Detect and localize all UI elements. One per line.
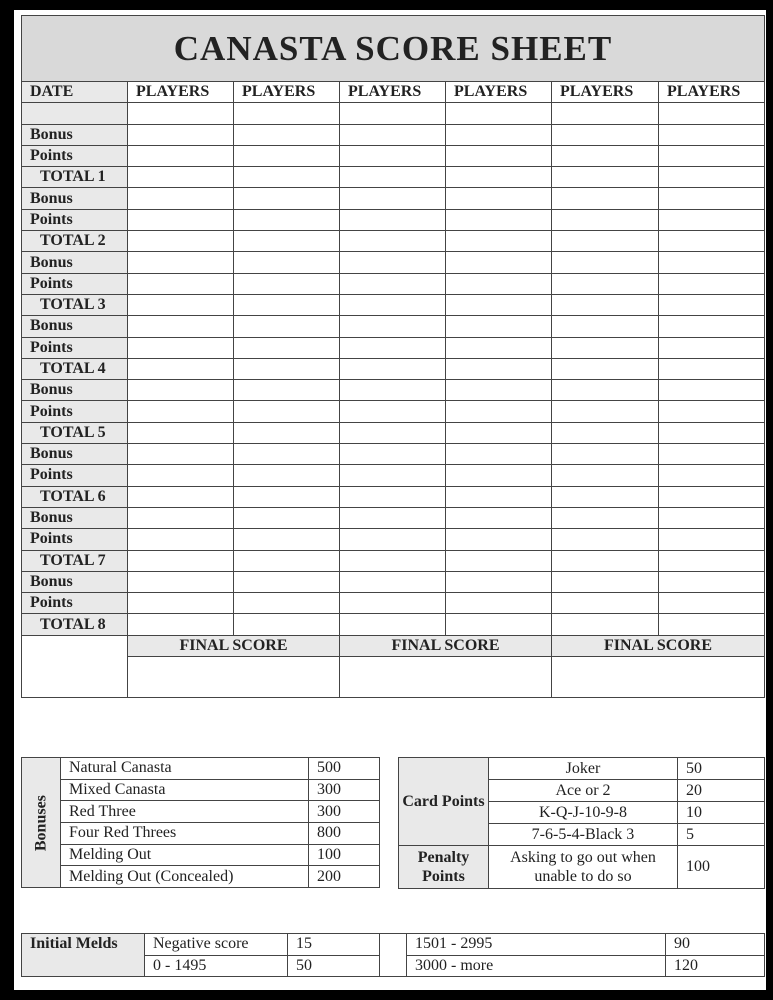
score-cell[interactable] <box>340 124 446 145</box>
score-cell[interactable] <box>234 529 340 550</box>
round-1-points-row <box>22 145 765 166</box>
bonus-value: 200 <box>309 866 380 888</box>
score-cell[interactable] <box>234 444 340 465</box>
total-label: TOTAL 5 <box>22 422 128 443</box>
round-4-bonus-row <box>22 316 765 337</box>
round-5-points-row <box>22 401 765 422</box>
score-cell[interactable] <box>128 316 234 337</box>
penalty-name: Asking to go out when unable to do so <box>489 846 678 889</box>
score-cell[interactable] <box>128 188 234 209</box>
score-cell[interactable] <box>128 401 234 422</box>
score-cell[interactable] <box>552 337 659 358</box>
meld-value: 15 <box>288 934 380 956</box>
score-cell[interactable] <box>340 294 446 315</box>
bonus-name: Red Three <box>61 801 309 823</box>
score-cell[interactable] <box>234 465 340 486</box>
players-header: PLAYERS <box>234 82 340 103</box>
bonus-name: Natural Canasta <box>61 758 309 780</box>
meld-value: 120 <box>666 955 765 977</box>
score-cell[interactable] <box>234 614 340 635</box>
score-cell[interactable] <box>446 550 552 571</box>
score-cell[interactable] <box>234 358 340 379</box>
round-7-bonus-row <box>22 507 765 528</box>
round-8-bonus-row <box>22 571 765 592</box>
score-cell[interactable] <box>446 231 552 252</box>
card-points-table <box>398 757 765 889</box>
card-name: K-Q-J-10-9-8 <box>489 802 678 824</box>
bonus-value: 800 <box>309 823 380 845</box>
bonus-value: 100 <box>309 844 380 866</box>
score-cell[interactable] <box>340 401 446 422</box>
score-cell[interactable] <box>659 486 765 507</box>
round-6-bonus-row <box>22 444 765 465</box>
score-cell[interactable] <box>340 167 446 188</box>
card-value: 10 <box>678 802 765 824</box>
bonuses-label: Bonuses <box>22 758 61 888</box>
score-cell[interactable] <box>552 614 659 635</box>
score-cell[interactable] <box>128 571 234 592</box>
round-3-bonus-row <box>22 252 765 273</box>
score-cell[interactable] <box>552 252 659 273</box>
score-cell[interactable] <box>234 124 340 145</box>
bonus-row <box>22 844 380 866</box>
score-cell[interactable] <box>446 593 552 614</box>
meld-spacer <box>380 934 407 977</box>
total-label: TOTAL 8 <box>22 614 128 635</box>
score-cell[interactable] <box>128 593 234 614</box>
score-cell[interactable] <box>552 571 659 592</box>
bonus-row <box>22 779 380 801</box>
round-1-total-row <box>22 167 765 188</box>
score-cell[interactable] <box>340 188 446 209</box>
score-cell[interactable] <box>659 444 765 465</box>
score-cell[interactable] <box>340 209 446 230</box>
score-cell[interactable] <box>659 231 765 252</box>
player-name-cell[interactable] <box>340 103 446 124</box>
bonus-label: Bonus <box>22 571 128 592</box>
score-cell[interactable] <box>659 550 765 571</box>
final-score-row <box>22 657 765 698</box>
score-cell[interactable] <box>128 273 234 294</box>
score-cell[interactable] <box>128 444 234 465</box>
score-cell[interactable] <box>446 316 552 337</box>
score-cell[interactable] <box>446 273 552 294</box>
bonuses-table <box>21 757 380 888</box>
round-7-points-row <box>22 529 765 550</box>
players-header: PLAYERS <box>340 82 446 103</box>
final-score-label: FINAL SCORE <box>340 635 552 656</box>
score-cell[interactable] <box>659 593 765 614</box>
card-value: 20 <box>678 780 765 802</box>
title-row <box>22 16 765 82</box>
card-name: 7-6-5-4-Black 3 <box>489 824 678 846</box>
score-cell[interactable] <box>128 550 234 571</box>
card-value: 50 <box>678 758 765 780</box>
score-cell[interactable] <box>234 167 340 188</box>
score-cell[interactable] <box>234 507 340 528</box>
header-row <box>22 82 765 103</box>
score-table <box>21 15 765 698</box>
bonus-row <box>22 823 380 845</box>
score-cell[interactable] <box>128 337 234 358</box>
score-cell[interactable] <box>234 401 340 422</box>
round-1-bonus-row <box>22 124 765 145</box>
score-cell[interactable] <box>659 380 765 401</box>
score-cell[interactable] <box>552 209 659 230</box>
score-cell[interactable] <box>234 188 340 209</box>
score-cell[interactable] <box>552 380 659 401</box>
card-value: 5 <box>678 824 765 846</box>
penalty-row <box>399 846 765 889</box>
date-header: DATE <box>22 82 128 103</box>
score-cell[interactable] <box>446 614 552 635</box>
score-cell[interactable] <box>552 358 659 379</box>
score-cell[interactable] <box>659 294 765 315</box>
score-cell[interactable] <box>340 273 446 294</box>
score-cell[interactable] <box>446 209 552 230</box>
bonus-label: Bonus <box>22 124 128 145</box>
score-cell[interactable] <box>340 507 446 528</box>
player-name-cell[interactable] <box>446 103 552 124</box>
score-cell[interactable] <box>552 444 659 465</box>
score-cell[interactable] <box>128 231 234 252</box>
bonus-label: Bonus <box>22 188 128 209</box>
score-cell[interactable] <box>234 337 340 358</box>
players-header: PLAYERS <box>659 82 765 103</box>
player-name-cell[interactable] <box>128 103 234 124</box>
final-score-label: FINAL SCORE <box>128 635 340 656</box>
meld-range: 3000 - more <box>407 955 666 977</box>
date-row <box>22 103 765 124</box>
points-label: Points <box>22 337 128 358</box>
score-cell[interactable] <box>340 358 446 379</box>
score-cell[interactable] <box>552 422 659 443</box>
score-cell[interactable] <box>659 316 765 337</box>
bonus-name: Melding Out (Concealed) <box>61 866 309 888</box>
final-score-header-row <box>22 635 765 656</box>
score-cell[interactable] <box>446 486 552 507</box>
score-cell[interactable] <box>659 145 765 166</box>
score-cell[interactable] <box>234 231 340 252</box>
points-label: Points <box>22 145 128 166</box>
total-label: TOTAL 4 <box>22 358 128 379</box>
score-cell[interactable] <box>446 167 552 188</box>
bonus-label: Bonus <box>22 507 128 528</box>
score-cell[interactable] <box>128 465 234 486</box>
score-cell[interactable] <box>340 316 446 337</box>
card-name: Ace or 2 <box>489 780 678 802</box>
points-label: Points <box>22 401 128 422</box>
bonus-row <box>22 758 380 780</box>
score-cell[interactable] <box>234 273 340 294</box>
score-cell[interactable] <box>446 529 552 550</box>
round-8-points-row <box>22 593 765 614</box>
player-name-cell[interactable] <box>234 103 340 124</box>
score-cell[interactable] <box>340 444 446 465</box>
score-cell[interactable] <box>552 231 659 252</box>
score-cell[interactable] <box>234 486 340 507</box>
date-cell[interactable] <box>22 103 128 124</box>
score-cell[interactable] <box>234 209 340 230</box>
score-cell[interactable] <box>659 337 765 358</box>
score-cell[interactable] <box>446 145 552 166</box>
round-3-total-row <box>22 294 765 315</box>
score-cell[interactable] <box>659 422 765 443</box>
round-6-points-row <box>22 465 765 486</box>
round-3-points-row <box>22 273 765 294</box>
round-4-points-row <box>22 337 765 358</box>
bonus-name: Melding Out <box>61 844 309 866</box>
score-cell[interactable] <box>659 124 765 145</box>
score-cell[interactable] <box>128 507 234 528</box>
final-score-cell[interactable] <box>128 657 340 698</box>
score-cell[interactable] <box>234 422 340 443</box>
score-cell[interactable] <box>446 252 552 273</box>
score-cell[interactable] <box>340 252 446 273</box>
final-score-cell[interactable] <box>340 657 552 698</box>
score-cell[interactable] <box>552 167 659 188</box>
score-cell[interactable] <box>446 507 552 528</box>
round-2-points-row <box>22 209 765 230</box>
score-cell[interactable] <box>446 444 552 465</box>
score-cell[interactable] <box>446 337 552 358</box>
score-cell[interactable] <box>552 486 659 507</box>
score-cell[interactable] <box>234 380 340 401</box>
total-label: TOTAL 3 <box>22 294 128 315</box>
score-cell[interactable] <box>446 294 552 315</box>
score-cell[interactable] <box>340 145 446 166</box>
bonus-name: Mixed Canasta <box>61 779 309 801</box>
score-cell[interactable] <box>128 124 234 145</box>
score-cell[interactable] <box>552 188 659 209</box>
score-cell[interactable] <box>552 273 659 294</box>
meld-value: 50 <box>288 955 380 977</box>
final-score-cell[interactable] <box>552 657 765 698</box>
score-cell[interactable] <box>128 486 234 507</box>
total-label: TOTAL 1 <box>22 167 128 188</box>
score-cell[interactable] <box>340 550 446 571</box>
initial-melds-label: Initial Melds <box>22 934 145 977</box>
bonus-value: 300 <box>309 801 380 823</box>
score-cell[interactable] <box>446 358 552 379</box>
score-cell[interactable] <box>340 529 446 550</box>
score-cell[interactable] <box>659 571 765 592</box>
score-cell[interactable] <box>340 593 446 614</box>
score-cell[interactable] <box>128 529 234 550</box>
score-cell[interactable] <box>552 593 659 614</box>
score-cell[interactable] <box>128 209 234 230</box>
bonus-label: Bonus <box>22 316 128 337</box>
bonus-value: 500 <box>309 758 380 780</box>
final-score-label: FINAL SCORE <box>552 635 765 656</box>
score-cell[interactable] <box>340 231 446 252</box>
score-cell[interactable] <box>340 571 446 592</box>
score-cell[interactable] <box>234 294 340 315</box>
total-label: TOTAL 7 <box>22 550 128 571</box>
meld-range: Negative score <box>145 934 288 956</box>
score-cell[interactable] <box>234 145 340 166</box>
score-cell[interactable] <box>446 188 552 209</box>
bonus-label: Bonus <box>22 380 128 401</box>
score-cell[interactable] <box>552 401 659 422</box>
points-label: Points <box>22 465 128 486</box>
players-header: PLAYERS <box>128 82 234 103</box>
score-cell[interactable] <box>128 294 234 315</box>
score-cell[interactable] <box>659 273 765 294</box>
score-cell[interactable] <box>659 209 765 230</box>
score-cell[interactable] <box>128 252 234 273</box>
points-label: Points <box>22 593 128 614</box>
bonus-name: Four Red Threes <box>61 823 309 845</box>
round-5-total-row <box>22 422 765 443</box>
player-name-cell[interactable] <box>659 103 765 124</box>
score-cell[interactable] <box>234 252 340 273</box>
players-header: PLAYERS <box>552 82 659 103</box>
card-points-row <box>399 758 765 780</box>
bonus-label: Bonus <box>22 444 128 465</box>
score-cell[interactable] <box>340 380 446 401</box>
score-cell[interactable] <box>128 422 234 443</box>
total-label: TOTAL 2 <box>22 231 128 252</box>
score-cell[interactable] <box>128 358 234 379</box>
meld-range: 0 - 1495 <box>145 955 288 977</box>
card-points-label: Card Points <box>399 758 489 846</box>
score-cell[interactable] <box>659 529 765 550</box>
score-cell[interactable] <box>234 571 340 592</box>
score-cell[interactable] <box>659 614 765 635</box>
meld-value: 90 <box>666 934 765 956</box>
final-score-blank <box>22 635 128 697</box>
score-cell[interactable] <box>659 167 765 188</box>
score-cell[interactable] <box>340 614 446 635</box>
initial-melds-table <box>21 933 765 977</box>
score-cell[interactable] <box>446 422 552 443</box>
penalty-label: Penalty Points <box>399 846 489 889</box>
points-label: Points <box>22 529 128 550</box>
bonus-row <box>22 801 380 823</box>
score-cell[interactable] <box>340 422 446 443</box>
score-cell[interactable] <box>340 486 446 507</box>
player-name-cell[interactable] <box>552 103 659 124</box>
score-cell[interactable] <box>552 294 659 315</box>
score-cell[interactable] <box>552 507 659 528</box>
points-label: Points <box>22 209 128 230</box>
bonus-label: Bonus <box>22 252 128 273</box>
page-title: CANASTA SCORE SHEET <box>22 16 765 82</box>
score-cell[interactable] <box>340 337 446 358</box>
round-6-total-row <box>22 486 765 507</box>
score-cell[interactable] <box>128 145 234 166</box>
meld-range: 1501 - 2995 <box>407 934 666 956</box>
round-4-total-row <box>22 358 765 379</box>
score-cell[interactable] <box>552 529 659 550</box>
score-cell[interactable] <box>552 465 659 486</box>
round-8-total-row <box>22 614 765 635</box>
score-cell[interactable] <box>659 401 765 422</box>
players-header: PLAYERS <box>446 82 552 103</box>
score-cell[interactable] <box>446 380 552 401</box>
round-2-total-row <box>22 231 765 252</box>
bonus-value: 300 <box>309 779 380 801</box>
score-cell[interactable] <box>552 550 659 571</box>
score-cell[interactable] <box>234 550 340 571</box>
score-cell[interactable] <box>446 401 552 422</box>
score-cell[interactable] <box>128 380 234 401</box>
score-cell[interactable] <box>659 465 765 486</box>
score-cell[interactable] <box>128 614 234 635</box>
score-cell[interactable] <box>446 124 552 145</box>
score-cell[interactable] <box>552 316 659 337</box>
bonus-row <box>22 866 380 888</box>
score-cell[interactable] <box>659 252 765 273</box>
score-cell[interactable] <box>552 145 659 166</box>
score-cell[interactable] <box>340 465 446 486</box>
score-cell[interactable] <box>659 188 765 209</box>
total-label: TOTAL 6 <box>22 486 128 507</box>
score-cell[interactable] <box>446 571 552 592</box>
round-5-bonus-row <box>22 380 765 401</box>
score-cell[interactable] <box>446 465 552 486</box>
round-2-bonus-row <box>22 188 765 209</box>
score-cell[interactable] <box>234 593 340 614</box>
initial-melds-row <box>22 934 765 956</box>
score-cell[interactable] <box>659 358 765 379</box>
score-cell[interactable] <box>128 167 234 188</box>
round-7-total-row <box>22 550 765 571</box>
score-cell[interactable] <box>234 316 340 337</box>
penalty-value: 100 <box>678 846 765 889</box>
score-cell[interactable] <box>552 124 659 145</box>
card-name: Joker <box>489 758 678 780</box>
score-cell[interactable] <box>659 507 765 528</box>
points-label: Points <box>22 273 128 294</box>
